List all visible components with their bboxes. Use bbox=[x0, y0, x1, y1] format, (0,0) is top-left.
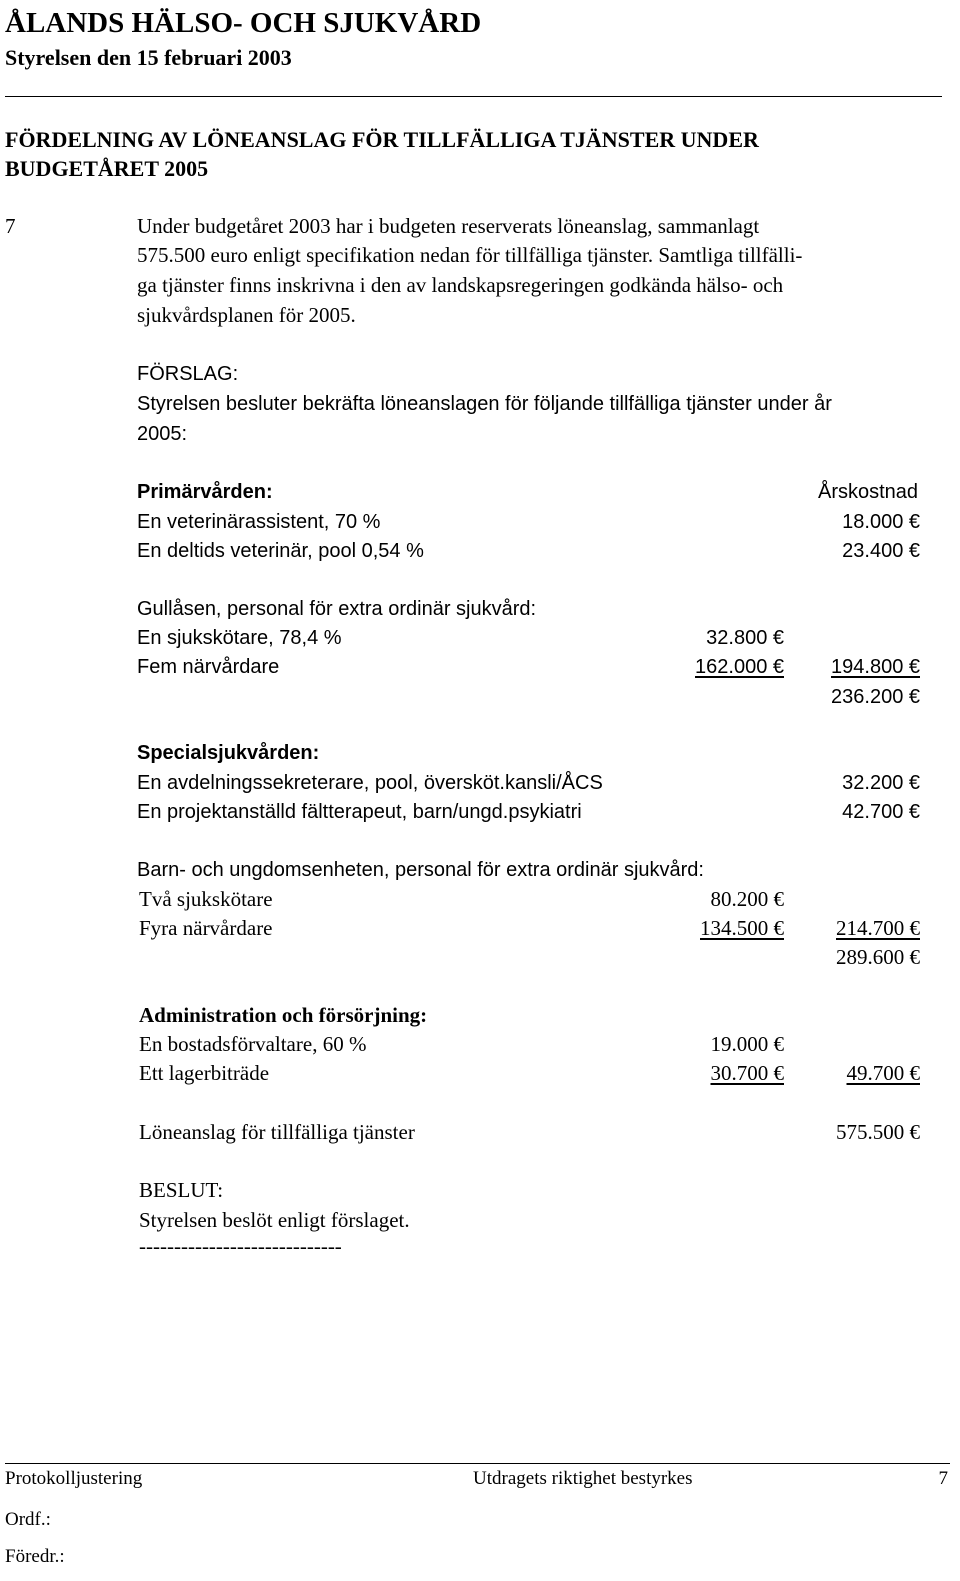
table-row-amount: 134.500 € bbox=[700, 916, 784, 940]
group-total: 236.200 € bbox=[831, 686, 920, 708]
intro-line-4: sjukvårdsplanen för 2005. bbox=[137, 303, 356, 327]
table-row-label: En deltids veterinär, pool 0,54 % bbox=[137, 540, 424, 562]
table-row-subtotal: 214.700 € bbox=[836, 916, 920, 940]
intro-line-1: Under budgetåret 2003 har i budgeten reserverats löneanslag, sammanlagt bbox=[137, 214, 760, 238]
footer-foredr: Föredr.: bbox=[5, 1546, 65, 1567]
table-row-label: Fem närvårdare bbox=[137, 656, 280, 678]
proposal-label: FÖRSLAG: bbox=[137, 363, 239, 385]
gullasen-heading: Gullåsen, personal för extra ordinär sjukvård: bbox=[137, 598, 537, 620]
page-title-line2: BUDGETÅRET 2005 bbox=[5, 156, 209, 181]
table-row-label: En avdelningssekreterare, pool, översköt.kansli/ÅCS bbox=[137, 772, 603, 794]
footer-rule bbox=[5, 1463, 950, 1464]
decision-label: BESLUT: bbox=[139, 1178, 224, 1202]
specialist-heading: Specialsjukvården: bbox=[137, 742, 320, 764]
grand-total-amount: 575.500 € bbox=[836, 1120, 920, 1144]
table-row-label: En veterinärassistent, 70 % bbox=[137, 511, 381, 533]
org-name: ÅLANDS HÄLSO- OCH SJUKVÅRD bbox=[5, 7, 482, 39]
table-row-amount: 162.000 € bbox=[695, 656, 784, 678]
intro-line-2: 575.500 euro enligt specifikation nedan för tillfälliga tjänster. Samtliga tillfälli- bbox=[137, 243, 803, 267]
table-row-amount: 23.400 € bbox=[842, 540, 920, 562]
proposal-text-2: 2005: bbox=[137, 423, 188, 445]
table-row-subtotal: 49.700 € bbox=[846, 1061, 920, 1085]
grand-total-label: Löneanslag för tillfälliga tjänster bbox=[139, 1120, 415, 1144]
table-row-label: Ett lagerbiträde bbox=[139, 1061, 270, 1085]
table-row-amount: 80.200 € bbox=[710, 887, 784, 911]
annual-cost-header: Årskostnad bbox=[818, 481, 919, 503]
table-row-amount: 32.200 € bbox=[842, 772, 920, 794]
table-row-label: Fyra närvårdare bbox=[139, 916, 273, 940]
intro-line-3: ga tjänster finns inskrivna i den av landskapsregeringen godkända hälso- och bbox=[137, 273, 784, 297]
table-row-label: En projektanställd fältterapeut, barn/ungd.psykiatri bbox=[137, 801, 582, 823]
table-row-amount: 32.800 € bbox=[706, 627, 784, 649]
group-total: 289.600 € bbox=[836, 945, 920, 969]
meeting-date: Styrelsen den 15 februari 2003 bbox=[5, 45, 292, 70]
footer-protokolljustering: Protokolljustering bbox=[5, 1468, 143, 1489]
table-row-amount: 30.700 € bbox=[710, 1061, 784, 1085]
page-title-line1: FÖRDELNING AV LÖNEANSLAG FÖR TILLFÄLLIGA TJÄNSTER UNDER bbox=[5, 127, 759, 152]
footer-ordf: Ordf.: bbox=[5, 1509, 51, 1530]
primary-heading: Primärvården: bbox=[137, 481, 273, 503]
admin-heading: Administration och försörjning: bbox=[139, 1003, 428, 1027]
table-row-subtotal: 194.800 € bbox=[831, 656, 920, 678]
proposal-text-1: Styrelsen besluter bekräfta löneanslagen för följande tillfälliga tjänster under år bbox=[137, 393, 832, 415]
table-row-label: Två sjukskötare bbox=[139, 887, 273, 911]
table-row-amount: 19.000 € bbox=[710, 1032, 784, 1056]
page-number: 7 bbox=[938, 1468, 948, 1489]
table-row-label: En sjukskötare, 78,4 % bbox=[137, 627, 342, 649]
table-row-amount: 42.700 € bbox=[842, 801, 920, 823]
table-row-label: En bostadsförvaltare, 60 % bbox=[139, 1032, 367, 1056]
footer-certification: Utdragets riktighet bestyrkes bbox=[473, 1468, 693, 1489]
section-number: 7 bbox=[5, 214, 16, 238]
decision-dashes: ----------------------------- bbox=[139, 1234, 342, 1258]
header-rule bbox=[5, 96, 942, 97]
youth-heading: Barn- och ungdomsenheten, personal för extra ordinär sjukvård: bbox=[137, 859, 704, 881]
decision-text: Styrelsen beslöt enligt förslaget. bbox=[139, 1208, 410, 1232]
table-row-amount: 18.000 € bbox=[842, 511, 920, 533]
